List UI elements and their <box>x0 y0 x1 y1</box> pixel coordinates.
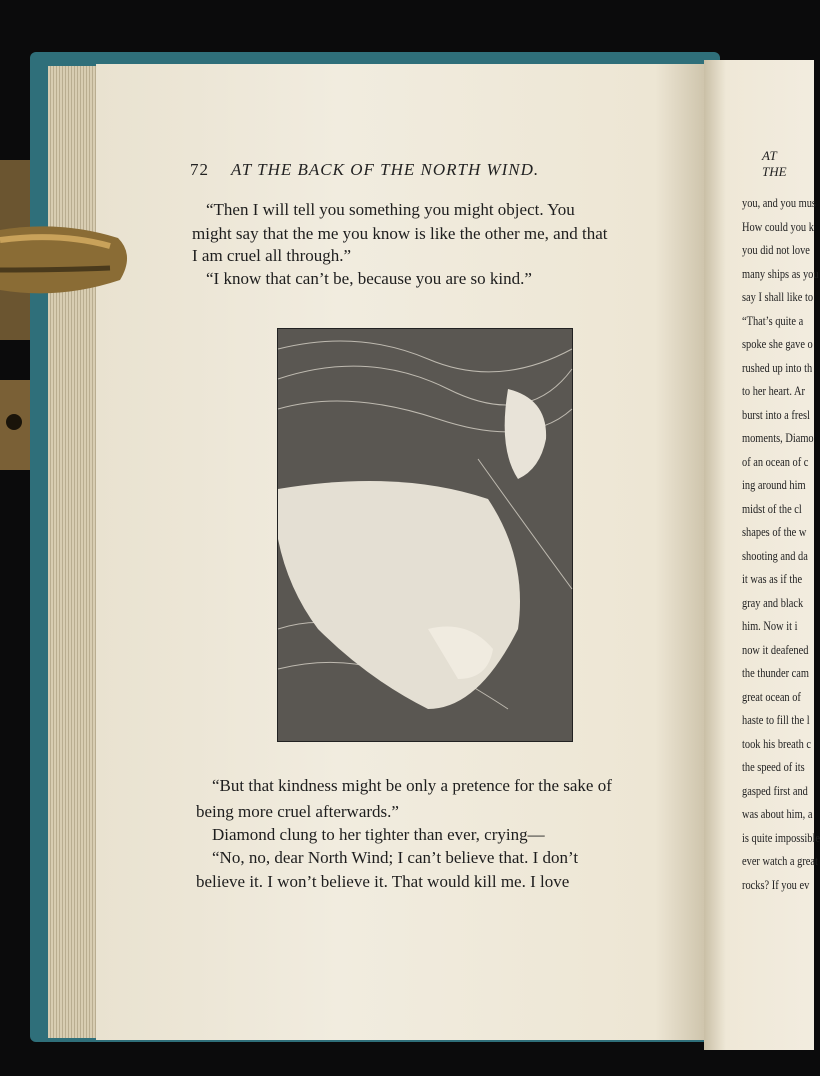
right-text-line: to her heart. Ar <box>742 383 805 398</box>
right-text-line: now it deafened <box>742 641 809 657</box>
right-text-line: you, and you mus <box>742 195 816 210</box>
right-text-line: many ships as you <box>742 265 819 281</box>
right-text-line: burst into a fresl <box>742 406 810 422</box>
right-text-line: rushed up into th <box>742 359 813 375</box>
right-text-line: How could you k <box>742 218 814 234</box>
text-line: might say that the me you know is like the other me, and that <box>192 224 608 243</box>
right-text-line: the thunder cam <box>742 665 809 680</box>
text-line: “No, no, dear North Wind; I can’t believe that. I don’t <box>212 848 579 867</box>
right-text-line: was about him, a <box>742 806 813 821</box>
right-text-line: rocks? If you ev <box>742 876 810 892</box>
right-text-line: ing around him <box>742 477 806 492</box>
illustration-north-wind-and-diamond <box>277 328 573 742</box>
right-text-line: “That’s quite a <box>742 312 804 328</box>
right-text-line: of an ocean of c <box>742 453 809 469</box>
right-text-line: shooting and da <box>742 547 808 563</box>
right-text-line: took his breath c <box>742 735 812 751</box>
brass-hinge <box>0 160 135 340</box>
right-text-line: spoke she gave o <box>742 336 813 351</box>
text-line: “Then I will tell you something you might object. You <box>206 200 575 219</box>
right-text-line: midst of the cl <box>742 500 802 516</box>
right-text-line: gray and black <box>742 594 804 610</box>
page-number: 72 <box>190 160 209 179</box>
right-text-line: gasped first and <box>742 782 808 798</box>
right-text-line: is quite impossible <box>742 829 820 845</box>
running-head <box>190 160 539 180</box>
running-head-title: AT THE BACK OF THE NORTH WIND. <box>231 160 540 179</box>
text-line: I am cruel all through.” <box>192 246 352 265</box>
right-text-line: him. Now it i <box>742 618 798 633</box>
text-line: believe it. I won’t believe it. That would kill me. I love <box>196 872 570 891</box>
text-line: “But that kindness might be only a pretence for the sake of <box>212 776 612 795</box>
right-text-line: say I shall like to <box>742 289 814 304</box>
right-text-line: the speed of its <box>742 759 805 774</box>
right-running-head: AT THE <box>762 148 787 179</box>
right-text-line: great ocean of <box>742 688 801 704</box>
right-text-line: you did not love <box>742 242 810 257</box>
text-line: being more cruel afterwards.” <box>196 802 399 821</box>
right-text-line: haste to fill the l <box>742 712 810 727</box>
right-text-line: shapes of the w <box>742 524 807 539</box>
text-line: “I know that can’t be, because you are so kind.” <box>206 269 532 288</box>
right-text-line: it was as if the <box>742 571 803 586</box>
right-text-line: moments, Diamo <box>742 430 814 445</box>
text-line: Diamond clung to her tighter than ever, crying— <box>212 825 545 844</box>
right-text-line: ever watch a great <box>742 853 818 868</box>
